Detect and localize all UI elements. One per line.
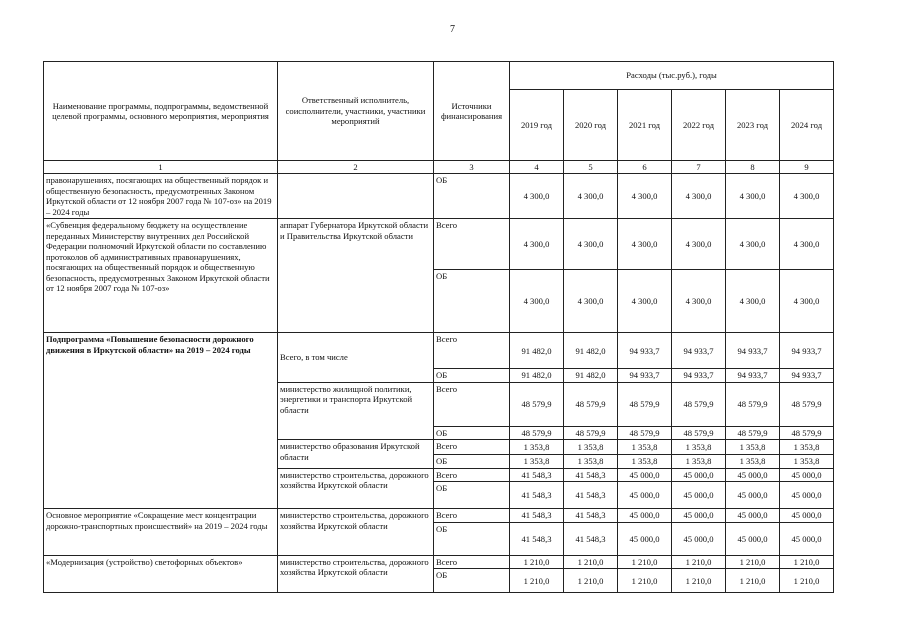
amount-cell: 1 353,8 — [726, 440, 780, 455]
amount-cell: 4 300,0 — [780, 270, 834, 333]
executor-cell — [278, 174, 434, 219]
amount-cell: 48 579,9 — [726, 426, 780, 439]
amount-cell: 45 000,0 — [618, 468, 672, 481]
amount-cell: 4 300,0 — [564, 219, 618, 270]
header-year: 2019 год — [510, 90, 564, 161]
column-number: 6 — [618, 161, 672, 174]
funding-source-cell: Всего — [434, 509, 510, 522]
column-number: 3 — [434, 161, 510, 174]
amount-cell: 1 210,0 — [726, 555, 780, 568]
amount-cell: 1 210,0 — [618, 555, 672, 568]
amount-cell: 45 000,0 — [618, 509, 672, 522]
amount-cell: 45 000,0 — [618, 522, 672, 555]
amount-cell: 4 300,0 — [510, 219, 564, 270]
table-row — [44, 174, 834, 219]
column-number: 7 — [672, 161, 726, 174]
amount-cell: 45 000,0 — [780, 482, 834, 509]
header-expenses: Расходы (тыс.руб.), годы — [510, 62, 834, 90]
amount-cell: 1 353,8 — [618, 440, 672, 455]
table-row — [44, 509, 834, 522]
amount-cell: 94 933,7 — [672, 333, 726, 369]
funding-source-cell: Всего — [434, 468, 510, 481]
amount-cell: 41 548,3 — [564, 522, 618, 555]
amount-cell: 1 210,0 — [618, 569, 672, 593]
executor-cell: министерство строительства, дорожного хозяйства Иркутской области — [278, 555, 434, 592]
amount-cell: 94 933,7 — [672, 369, 726, 382]
amount-cell: 1 210,0 — [780, 555, 834, 568]
funding-source-cell: ОБ — [434, 270, 510, 333]
funding-source-cell: ОБ — [434, 455, 510, 468]
amount-cell: 41 548,3 — [564, 468, 618, 481]
column-number: 1 — [44, 161, 278, 174]
table-row — [44, 555, 834, 568]
amount-cell: 4 300,0 — [510, 270, 564, 333]
header-year: 2024 год — [780, 90, 834, 161]
amount-cell: 1 353,8 — [510, 455, 564, 468]
amount-cell: 94 933,7 — [618, 333, 672, 369]
amount-cell: 48 579,9 — [672, 426, 726, 439]
amount-cell: 41 548,3 — [510, 482, 564, 509]
column-number: 2 — [278, 161, 434, 174]
amount-cell: 45 000,0 — [780, 509, 834, 522]
program-name-cell: Основное мероприятие «Сокращение мест концентрации дорожно-транспортных происшествий» на 2019 – 2024 годы — [44, 509, 278, 555]
page-number: 7 — [450, 24, 455, 35]
funding-source-cell: ОБ — [434, 426, 510, 439]
funding-source-cell: ОБ — [434, 482, 510, 509]
amount-cell: 1 353,8 — [672, 455, 726, 468]
column-number: 9 — [780, 161, 834, 174]
column-number: 8 — [726, 161, 780, 174]
funding-source-cell: Всего — [434, 555, 510, 568]
amount-cell: 91 482,0 — [510, 333, 564, 369]
header-program-name: Наименование программы, подпрограммы, ведомственной целевой программы, основного мероприятия, мероприятия — [44, 62, 278, 161]
amount-cell: 4 300,0 — [780, 174, 834, 219]
amount-cell: 91 482,0 — [564, 369, 618, 382]
executor-cell: аппарат Губернатора Иркутской области и Правительства Иркутской области — [278, 219, 434, 333]
funding-source-cell: ОБ — [434, 522, 510, 555]
amount-cell: 1 353,8 — [780, 455, 834, 468]
executor-cell: Всего, в том числе — [278, 333, 434, 382]
funding-source-cell: Всего — [434, 219, 510, 270]
amount-cell: 1 210,0 — [510, 569, 564, 593]
amount-cell: 4 300,0 — [672, 219, 726, 270]
amount-cell: 1 210,0 — [672, 555, 726, 568]
executor-cell: министерство строительства, дорожного хозяйства Иркутской области — [278, 509, 434, 555]
amount-cell: 1 353,8 — [726, 455, 780, 468]
amount-cell: 1 210,0 — [510, 555, 564, 568]
amount-cell: 4 300,0 — [780, 219, 834, 270]
executor-cell: министерство строительства, дорожного хозяйства Иркутской области — [278, 468, 434, 508]
amount-cell: 41 548,3 — [564, 509, 618, 522]
amount-cell: 4 300,0 — [618, 219, 672, 270]
column-numbers-row — [44, 161, 834, 174]
funding-source-cell: Всего — [434, 382, 510, 426]
table-row — [44, 333, 834, 369]
amount-cell: 94 933,7 — [726, 333, 780, 369]
amount-cell: 41 548,3 — [510, 509, 564, 522]
amount-cell: 1 210,0 — [726, 569, 780, 593]
amount-cell: 1 353,8 — [564, 455, 618, 468]
amount-cell: 45 000,0 — [672, 509, 726, 522]
amount-cell: 91 482,0 — [510, 369, 564, 382]
amount-cell: 48 579,9 — [618, 426, 672, 439]
amount-cell: 48 579,9 — [564, 426, 618, 439]
amount-cell: 91 482,0 — [564, 333, 618, 369]
amount-cell: 45 000,0 — [672, 522, 726, 555]
header-funding-source: Источники финансирования — [434, 62, 510, 161]
subprogram-name-cell: Подпрограмма «Повышение безопасности дорожного движения в Иркутской области» на 2019 – 2024 годы — [44, 333, 278, 509]
amount-cell: 4 300,0 — [672, 174, 726, 219]
amount-cell: 1 353,8 — [618, 455, 672, 468]
amount-cell: 4 300,0 — [672, 270, 726, 333]
amount-cell: 1 210,0 — [780, 569, 834, 593]
amount-cell: 1 210,0 — [672, 569, 726, 593]
amount-cell: 45 000,0 — [726, 509, 780, 522]
budget-table — [43, 61, 834, 593]
amount-cell: 48 579,9 — [780, 382, 834, 426]
amount-cell: 48 579,9 — [726, 382, 780, 426]
table-row — [44, 219, 834, 270]
amount-cell: 45 000,0 — [726, 482, 780, 509]
amount-cell: 45 000,0 — [672, 482, 726, 509]
amount-cell: 1 353,8 — [510, 440, 564, 455]
amount-cell: 4 300,0 — [618, 270, 672, 333]
amount-cell: 4 300,0 — [564, 174, 618, 219]
amount-cell: 4 300,0 — [510, 174, 564, 219]
column-number: 4 — [510, 161, 564, 174]
header-year: 2023 год — [726, 90, 780, 161]
amount-cell: 4 300,0 — [726, 219, 780, 270]
amount-cell: 48 579,9 — [780, 426, 834, 439]
amount-cell: 48 579,9 — [564, 382, 618, 426]
amount-cell: 4 300,0 — [726, 174, 780, 219]
funding-source-cell: ОБ — [434, 369, 510, 382]
amount-cell: 94 933,7 — [780, 369, 834, 382]
amount-cell: 1 210,0 — [564, 555, 618, 568]
amount-cell: 45 000,0 — [672, 468, 726, 481]
amount-cell: 45 000,0 — [780, 468, 834, 481]
program-name-cell: правонарушениях, посягающих на общественный порядок и общественную безопасность, предусмотренных Законом Иркутской области от 12 ноября 2007 года № 107-оз» на 2019 – 2024 годы — [44, 174, 278, 219]
amount-cell: 45 000,0 — [726, 522, 780, 555]
program-name-cell: «Модернизация (устройство) светофорных объектов» — [44, 555, 278, 592]
amount-cell: 48 579,9 — [672, 382, 726, 426]
amount-cell: 45 000,0 — [780, 522, 834, 555]
amount-cell: 48 579,9 — [510, 426, 564, 439]
header-row — [44, 62, 834, 90]
amount-cell: 94 933,7 — [726, 369, 780, 382]
program-name-cell: «Субвенция федеральному бюджету на осуществление переданных Министерству внутренних дел Российской Федерации полномочий Иркутской области по составлению протоколов об административных правонарушениях, посягающих на общественный порядок и общественную безопасность, предусмотренных Законом Иркутской области от 12 ноября 2007 года № 107-оз» — [44, 219, 278, 333]
amount-cell: 1 353,8 — [564, 440, 618, 455]
amount-cell: 45 000,0 — [726, 468, 780, 481]
amount-cell: 41 548,3 — [510, 468, 564, 481]
funding-source-cell: ОБ — [434, 569, 510, 593]
funding-source-cell: Всего — [434, 440, 510, 455]
amount-cell: 94 933,7 — [780, 333, 834, 369]
executor-cell: министерство жилищной политики, энергетики и транспорта Иркутской области — [278, 382, 434, 439]
header-executor: Ответственный исполнитель, соисполнители, участники, участники мероприятий — [278, 62, 434, 161]
executor-cell: министерство образования Иркутской области — [278, 440, 434, 468]
amount-cell: 48 579,9 — [618, 382, 672, 426]
header-year: 2021 год — [618, 90, 672, 161]
amount-cell: 48 579,9 — [510, 382, 564, 426]
amount-cell: 4 300,0 — [564, 270, 618, 333]
amount-cell: 1 353,8 — [672, 440, 726, 455]
funding-source-cell: ОБ — [434, 174, 510, 219]
header-year: 2022 год — [672, 90, 726, 161]
header-year: 2020 год — [564, 90, 618, 161]
amount-cell: 1 353,8 — [780, 440, 834, 455]
amount-cell: 45 000,0 — [618, 482, 672, 509]
amount-cell: 4 300,0 — [726, 270, 780, 333]
amount-cell: 41 548,3 — [510, 522, 564, 555]
amount-cell: 4 300,0 — [618, 174, 672, 219]
amount-cell: 41 548,3 — [564, 482, 618, 509]
amount-cell: 1 210,0 — [564, 569, 618, 593]
column-number: 5 — [564, 161, 618, 174]
funding-source-cell: Всего — [434, 333, 510, 369]
amount-cell: 94 933,7 — [618, 369, 672, 382]
